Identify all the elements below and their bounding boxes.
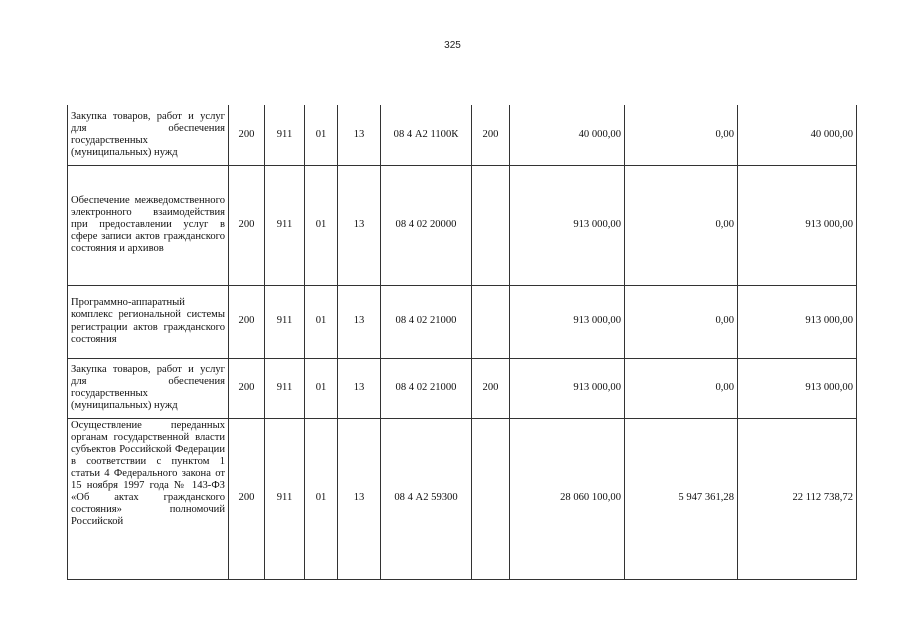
- row-subsection: 13: [338, 358, 381, 418]
- row-target: 08 4 А2 1100К: [381, 105, 472, 165]
- row-ministry: 911: [265, 105, 305, 165]
- row-change: 0,00: [625, 105, 738, 165]
- table-row: [68, 418, 857, 579]
- row-change: 0,00: [625, 165, 738, 285]
- row-total: 913 000,00: [510, 285, 625, 358]
- row-code: 200: [229, 165, 265, 285]
- row-change: 0,00: [625, 358, 738, 418]
- row-total: 913 000,00: [510, 358, 625, 418]
- row-ministry: 911: [265, 165, 305, 285]
- row-ministry: 911: [265, 418, 305, 579]
- row-result: 22 112 738,72: [738, 418, 857, 579]
- row-name: Обеспечение межведомственного электронного взаимодействия при предоставлении услуг в сфере записи актов гражданского состояния и архивов: [68, 165, 229, 285]
- row-target: 08 4 02 21000: [381, 358, 472, 418]
- row-result: 913 000,00: [738, 165, 857, 285]
- row-total: 40 000,00: [510, 105, 625, 165]
- row-subsection: 13: [338, 165, 381, 285]
- row-change: 5 947 361,28: [625, 418, 738, 579]
- table-row: [68, 165, 857, 285]
- row-name: Программно-аппаратный комплекс региональной системы регистрации актов гражданского состояния: [68, 285, 229, 358]
- table-row: [68, 285, 857, 358]
- row-section: 01: [305, 418, 338, 579]
- row-expense-type: 200: [472, 105, 510, 165]
- row-subsection: 13: [338, 105, 381, 165]
- row-code: 200: [229, 358, 265, 418]
- row-expense-type: 200: [472, 358, 510, 418]
- row-result: 40 000,00: [738, 105, 857, 165]
- row-expense-type: [472, 285, 510, 358]
- table-row: [68, 105, 857, 165]
- row-target: 08 4 02 21000: [381, 285, 472, 358]
- row-section: 01: [305, 358, 338, 418]
- row-result: 913 000,00: [738, 358, 857, 418]
- table-row: [68, 358, 857, 418]
- row-expense-type: [472, 418, 510, 579]
- row-total: 913 000,00: [510, 165, 625, 285]
- row-code: 200: [229, 418, 265, 579]
- row-subsection: 13: [338, 285, 381, 358]
- row-name: Осуществление переданных органам государственной власти субъектов Российской Федерации в соответствии с пунктом 1 статьи 4 Федерального закона от 15 ноября 1997 года № 143-ФЗ «Об актах гражданского состояния» полномочий Российской: [68, 418, 229, 579]
- row-ministry: 911: [265, 358, 305, 418]
- row-target: 08 4 А2 59300: [381, 418, 472, 579]
- row-result: 913 000,00: [738, 285, 857, 358]
- row-change: 0,00: [625, 285, 738, 358]
- row-code: 200: [229, 285, 265, 358]
- budget-table: [67, 105, 857, 580]
- row-code: 200: [229, 105, 265, 165]
- row-target: 08 4 02 20000: [381, 165, 472, 285]
- row-expense-type: [472, 165, 510, 285]
- row-subsection: 13: [338, 418, 381, 579]
- row-section: 01: [305, 165, 338, 285]
- page-number: 325: [444, 40, 461, 51]
- row-section: 01: [305, 105, 338, 165]
- row-name: Закупка товаров, работ и услуг для обеспечения государственных (муниципальных) нужд: [68, 105, 229, 165]
- row-section: 01: [305, 285, 338, 358]
- row-name: Закупка товаров, работ и услуг для обеспечения государственных (муниципальных) нужд: [68, 358, 229, 418]
- row-total: 28 060 100,00: [510, 418, 625, 579]
- row-ministry: 911: [265, 285, 305, 358]
